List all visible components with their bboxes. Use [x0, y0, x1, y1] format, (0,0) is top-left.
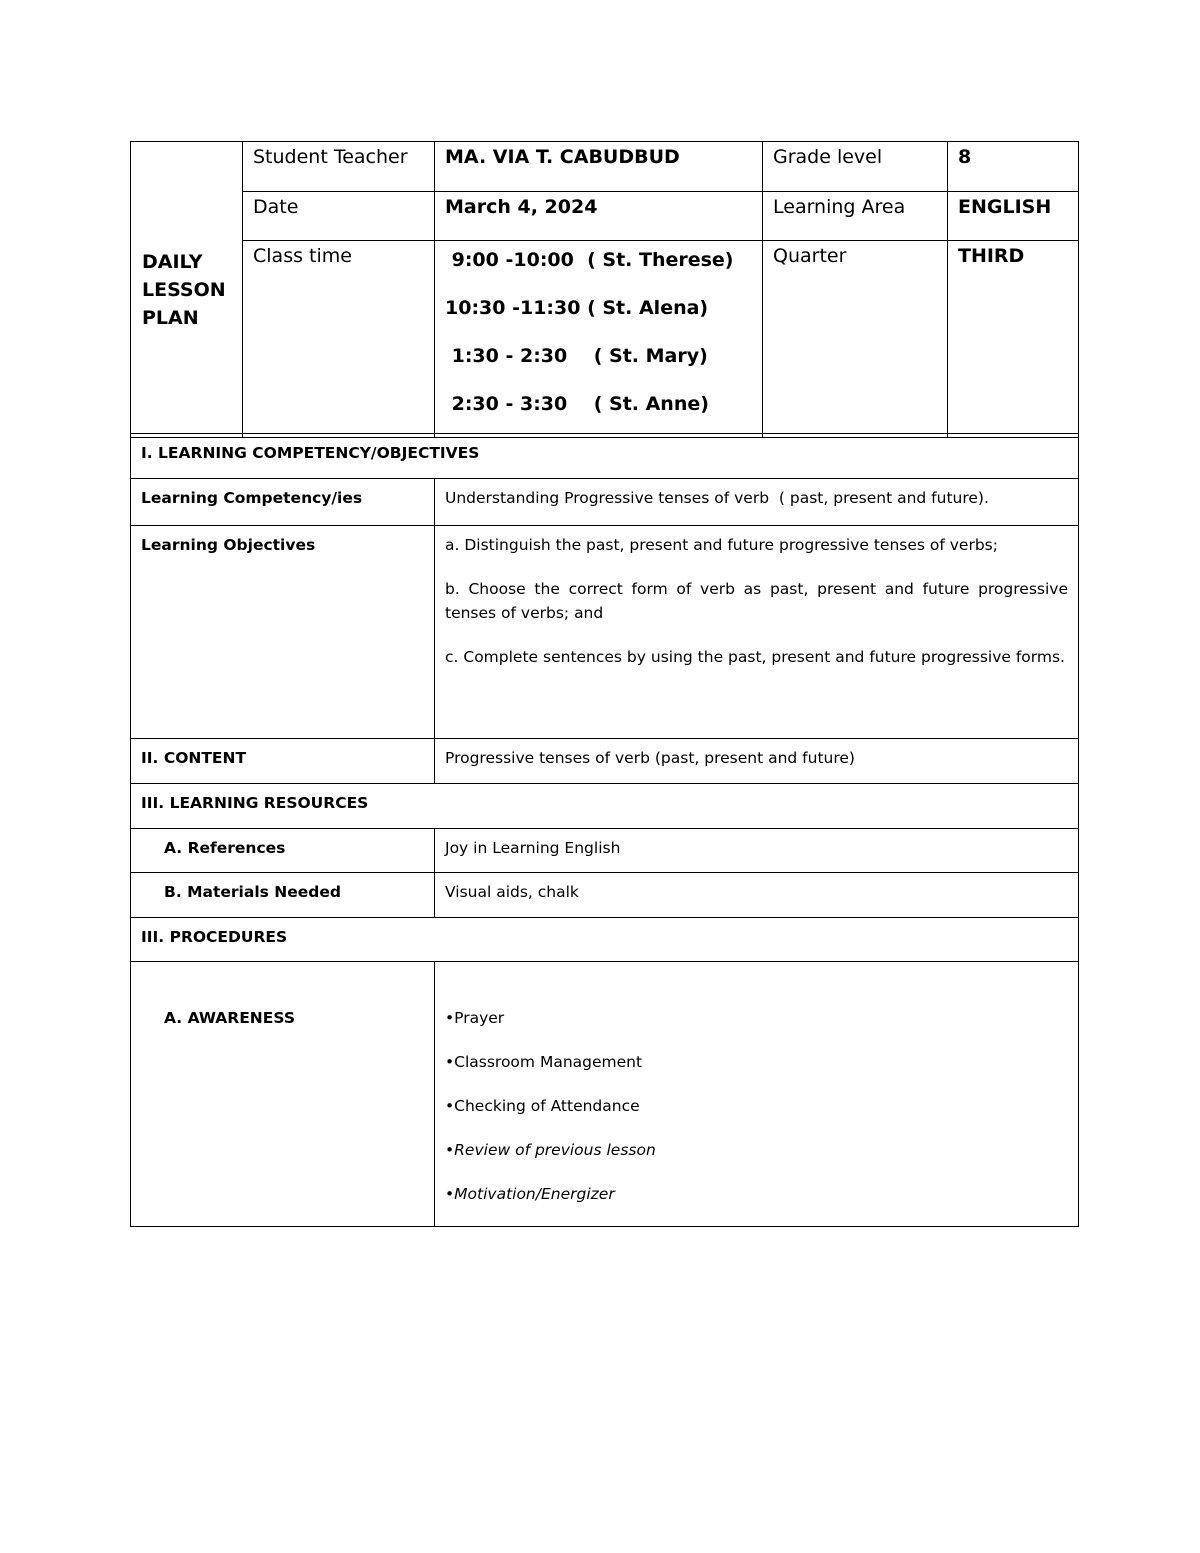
grade-level-value: 8 — [948, 142, 1079, 192]
awareness-item: •Classroom Management — [445, 1053, 643, 1071]
date-label: Date — [243, 192, 435, 241]
materials-value: Visual aids, chalk — [435, 873, 1079, 918]
class-time-item: 9:00 -10:00 ( St. Therese) — [445, 249, 734, 271]
lesson-body-table — [130, 433, 1079, 1227]
objective-item: a. Distinguish the past, present and future progressive tenses of verbs; — [445, 536, 998, 554]
date-value: March 4, 2024 — [435, 192, 763, 241]
daily-lesson-plan-title — [131, 142, 243, 438]
procedures-heading: III. PROCEDURES — [131, 918, 1079, 962]
awareness-item: •Checking of Attendance — [445, 1097, 640, 1115]
awareness-item — [445, 1138, 1068, 1162]
competency-heading: I. LEARNING COMPETENCY/OBJECTIVES — [131, 434, 1079, 479]
student-teacher-label: Student Teacher — [243, 142, 435, 192]
quarter-value: THIRD — [948, 241, 1079, 438]
objective-item: c. Complete sentences by using the past, present and future progressive forms. — [445, 648, 1065, 666]
objectives-label: Learning Objectives — [131, 526, 435, 739]
class-time-item: 1:30 - 2:30 ( St. Mary) — [445, 345, 708, 367]
content-label-text: II. CONTENT — [141, 749, 247, 767]
competency-value: Understanding Progressive tenses of verb ( past, present and future). — [435, 479, 1079, 526]
resources-heading: III. LEARNING RESOURCES — [131, 784, 1079, 829]
awareness-item: •Prayer — [445, 1009, 505, 1027]
student-teacher-value: MA. VIA T. CABUDBUD — [435, 142, 763, 192]
materials-label: B. Materials Needed — [131, 873, 435, 918]
learning-area-value: ENGLISH — [948, 192, 1079, 241]
competency-label: Learning Competency/ies — [131, 479, 435, 526]
learning-area-label: Learning Area — [763, 192, 948, 241]
awareness-list — [435, 962, 1079, 1227]
objective-item: b. Choose the correct form of verb as past, present and future progressive tenses of verbs; and — [445, 580, 1068, 622]
class-time-item: 10:30 -11:30 ( St. Alena) — [445, 297, 709, 319]
title-line-2: LESSON — [142, 278, 226, 301]
class-time-item: 2:30 - 3:30 ( St. Anne) — [445, 393, 709, 415]
awareness-item-text: Review of previous lesson — [454, 1141, 656, 1159]
awareness-label: A. AWARENESS — [131, 962, 435, 1227]
awareness-item-text: Motivation/Energizer — [454, 1185, 615, 1203]
bullet: • — [445, 1185, 455, 1203]
class-time-list — [435, 241, 763, 438]
lesson-header-table — [130, 141, 1079, 438]
class-time-label: Class time — [243, 241, 435, 438]
references-value: Joy in Learning English — [435, 829, 1079, 873]
content-value: Progressive tenses of verb (past, present and future) — [435, 739, 1079, 784]
content-label — [131, 739, 435, 784]
references-label: A. References — [131, 829, 435, 873]
grade-level-label: Grade level — [763, 142, 948, 192]
bullet: • — [445, 1141, 455, 1159]
awareness-item — [445, 1182, 1068, 1206]
title-line-1: DAILY — [142, 250, 203, 273]
quarter-label: Quarter — [763, 241, 948, 438]
objectives-list — [435, 526, 1079, 739]
title-line-3: PLAN — [142, 306, 199, 329]
